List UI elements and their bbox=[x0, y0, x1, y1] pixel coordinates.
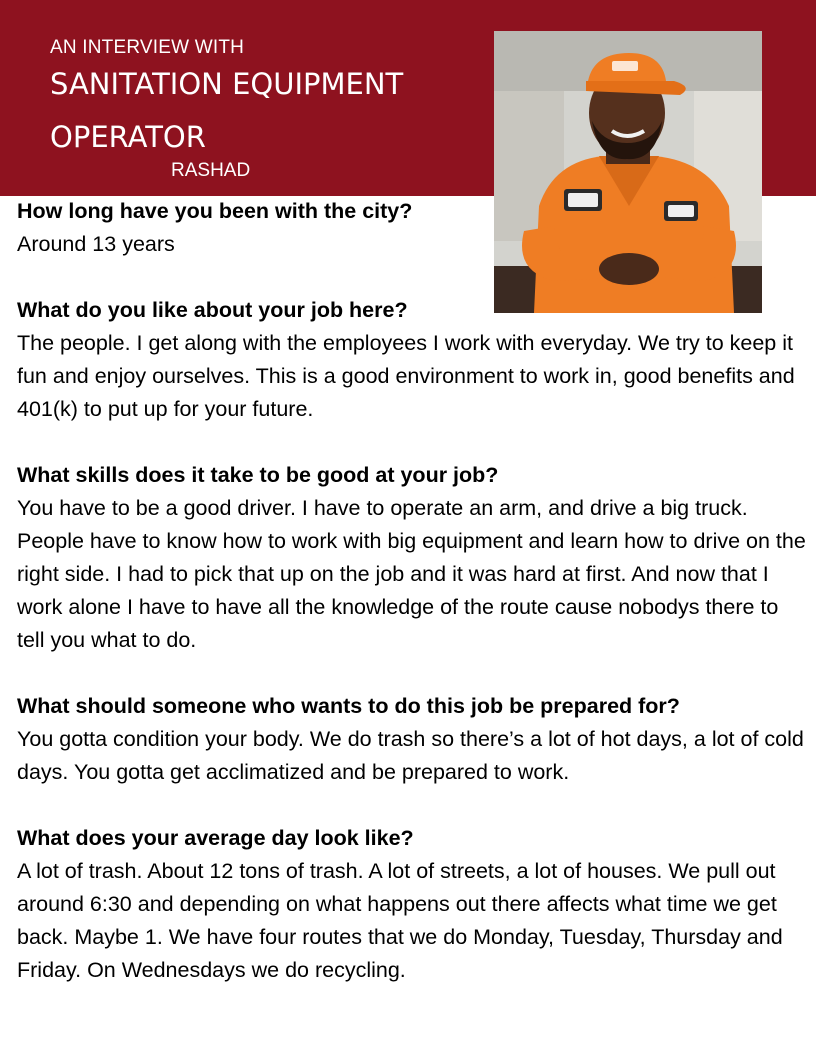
question: How long have you been with the city? bbox=[17, 199, 413, 223]
interviewee-name: RASHAD bbox=[171, 160, 251, 181]
answer: A lot of trash. About 12 tons of trash. A lot of streets, a lot of houses. We pull out around 6:30 and depending on what happens out there affects what time we get back. Maybe 1. We have four routes that we do Monday, Tuesday, Thursday and Friday. On Wednesdays we do recycling. bbox=[17, 859, 783, 982]
qa-item bbox=[17, 294, 807, 426]
page-title: SANITATION EQUIPMENT OPERATOR bbox=[50, 67, 404, 154]
header-kicker: AN INTERVIEW WITH bbox=[50, 37, 245, 58]
answer: You have to be a good driver. I have to operate an arm, and drive a big truck. People have to know how to work with big equipment and learn how to drive on the right side. I had to pick that up on the job and it was hard at first. And now that I work alone I have to have all the knowledge of the route cause nobodys there to tell you what to do. bbox=[17, 496, 806, 652]
qa-item bbox=[17, 195, 807, 261]
answer: Around 13 years bbox=[17, 232, 175, 256]
interview-content bbox=[17, 195, 807, 1020]
question: What does your average day look like? bbox=[17, 826, 414, 850]
question: What do you like about your job here? bbox=[17, 298, 408, 322]
qa-item bbox=[17, 822, 807, 987]
answer: You gotta condition your body. We do trash so there’s a lot of hot days, a lot of cold days. You gotta get acclimatized and be prepared to work. bbox=[17, 727, 804, 784]
qa-item bbox=[17, 690, 807, 789]
question: What should someone who wants to do this job be prepared for? bbox=[17, 694, 680, 718]
question: What skills does it take to be good at your job? bbox=[17, 463, 499, 487]
qa-item bbox=[17, 459, 807, 657]
answer: The people. I get along with the employees I work with everyday. We try to keep it fun and enjoy ourselves. This is a good environment to work in, good benefits and 401(k) to put up for your future. bbox=[17, 331, 795, 421]
